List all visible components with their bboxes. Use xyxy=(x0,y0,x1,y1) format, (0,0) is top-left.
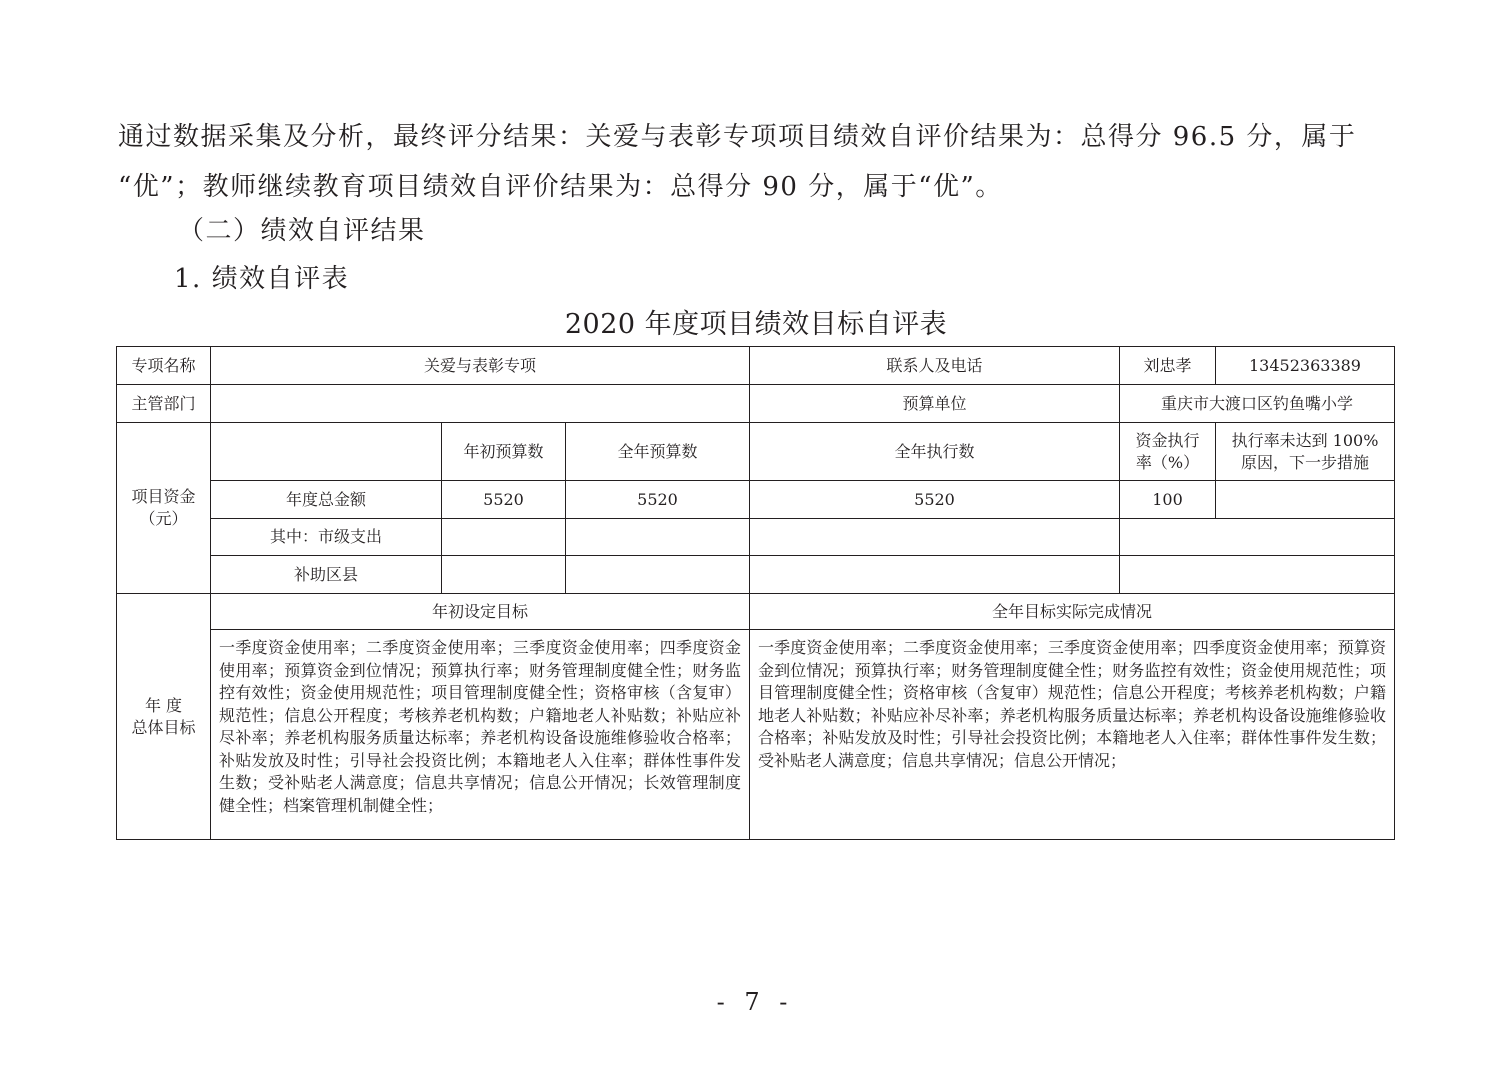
district-rate-reason xyxy=(1120,556,1395,594)
city-rate-reason xyxy=(1120,519,1395,556)
col-full-budget: 全年预算数 xyxy=(566,423,750,481)
city-initial xyxy=(442,519,566,556)
table-row xyxy=(117,594,1395,630)
table-title: 2020 年度项目绩效目标自评表 xyxy=(564,309,948,340)
section-heading: （二）绩效自评结果 xyxy=(178,216,426,246)
funds-label: 项目资金（元） xyxy=(117,423,211,594)
subsection-heading: 1. 绩效自评表 xyxy=(174,264,350,294)
total-execution: 5520 xyxy=(750,481,1120,519)
col-exec-rate: 资金执行率（%） xyxy=(1120,423,1216,481)
contact-name: 刘忠孝 xyxy=(1120,347,1216,385)
paragraph-score-results-cont: “优”；教师继续教育项目绩效自评价结果为：总得分 90 分，属于“优”。 xyxy=(118,172,1003,202)
budget-unit-value: 重庆市大渡口区钓鱼嘴小学 xyxy=(1120,385,1395,423)
table-row xyxy=(117,385,1395,423)
dept-label: 主管部门 xyxy=(117,385,211,423)
row-total-label: 年度总金额 xyxy=(211,481,442,519)
row-district-label: 补助区县 xyxy=(211,556,442,594)
total-initial: 5520 xyxy=(442,481,566,519)
total-rate: 100 xyxy=(1120,481,1216,519)
table-row xyxy=(117,347,1395,385)
project-name-value: 关爱与表彰专项 xyxy=(211,347,750,385)
contact-phone: 13452363389 xyxy=(1216,347,1395,385)
goals-actual-text: 一季度资金使用率；二季度资金使用率；三季度资金使用率；四季度资金使用率；预算资金到位情况；预算执行率；财务管理制度健全性；财务监控有效性；资金使用规范性；项目管理制度健全性；资格审核（含复审）规范性；信息公开程度；考核养老机构数；户籍地老人补贴数；补贴应补尽补率；养老机构服务质量达标率；养老机构设备设施维修验收合格率；补贴发放及时性；引导社会投资比例；本籍地老人入住率；群体性事件发生数；受补贴老人满意度；信息共享情况；信息公开情况； xyxy=(750,630,1395,840)
contact-label: 联系人及电话 xyxy=(750,347,1120,385)
district-initial xyxy=(442,556,566,594)
goals-label: 年 度 总体目标 xyxy=(117,594,211,840)
city-execution xyxy=(750,519,1120,556)
total-reason xyxy=(1216,481,1395,519)
col-reason: 执行率未达到 100%原因，下一步措施 xyxy=(1216,423,1395,481)
paragraph-score-results: 通过数据采集及分析，最终评分结果：关爱与表彰专项项目绩效自评价结果为：总得分 96.5 分，属于 xyxy=(118,122,1357,152)
district-execution xyxy=(750,556,1120,594)
table-row xyxy=(117,423,1395,481)
col-execution: 全年执行数 xyxy=(750,423,1120,481)
goals-initial-text: 一季度资金使用率；二季度资金使用率；三季度资金使用率；四季度资金使用率；预算资金到位情况；预算执行率；财务管理制度健全性；财务监控有效性；资金使用规范性；项目管理制度健全性；资格审核（含复审）规范性；信息公开程度；考核养老机构数；户籍地老人补贴数；补贴应补尽补率；养老机构服务质量达标率；养老机构设备设施维修验收合格率；补贴发放及时性；引导社会投资比例；本籍地老人入住率；群体性事件发生数；受补贴老人满意度；信息共享情况；信息公开情况；长效管理制度健全性；档案管理机制健全性； xyxy=(211,630,750,840)
page-number: - 7 - xyxy=(716,988,794,1016)
row-city-label: 其中：市级支出 xyxy=(211,519,442,556)
total-full: 5520 xyxy=(566,481,750,519)
district-full xyxy=(566,556,750,594)
empty-header-cell xyxy=(211,423,442,481)
city-full xyxy=(566,519,750,556)
table-row xyxy=(117,481,1395,519)
table-row xyxy=(117,519,1395,556)
table-row xyxy=(117,630,1395,840)
self-evaluation-table xyxy=(116,346,1395,840)
goals-actual-header: 全年目标实际完成情况 xyxy=(750,594,1395,630)
col-initial-budget: 年初预算数 xyxy=(442,423,566,481)
budget-unit-label: 预算单位 xyxy=(750,385,1120,423)
project-name-label: 专项名称 xyxy=(117,347,211,385)
dept-value xyxy=(211,385,750,423)
goals-initial-header: 年初设定目标 xyxy=(211,594,750,630)
table-row xyxy=(117,556,1395,594)
